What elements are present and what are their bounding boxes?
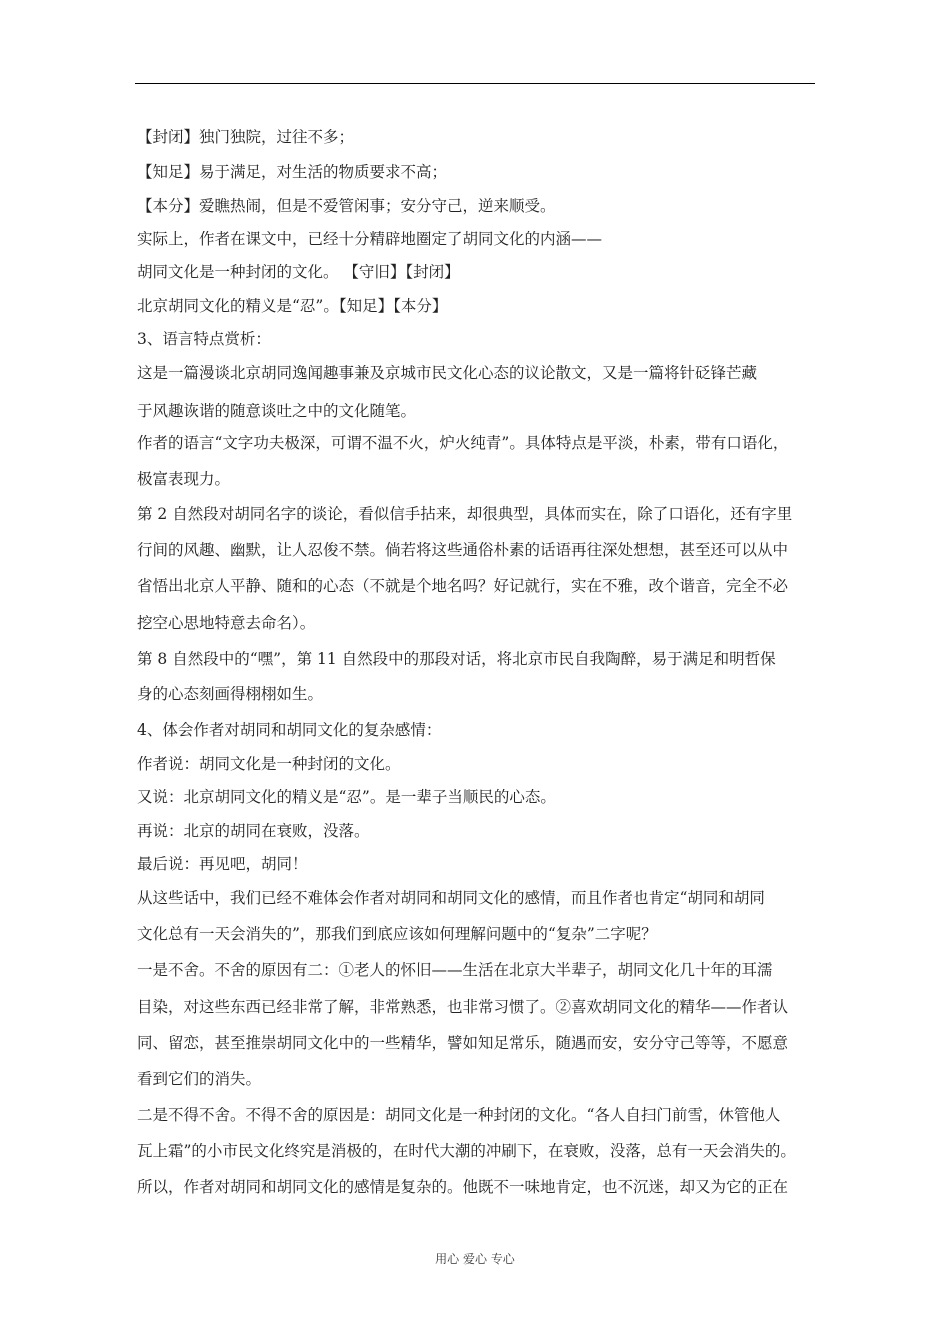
section-heading: 4、体会作者对胡同和胡同文化的复杂感情：: [137, 721, 442, 739]
text-line: 挖空心思地特意去命名）。: [137, 614, 316, 632]
text-line: 作者的语言“文字功夫极深，可谓不温不火，炉火纯青”。具体特点是平淡，朴素，带有口语化，: [137, 434, 789, 452]
text-line: 【知足】易于满足，对生活的物质要求不高；: [137, 163, 448, 181]
text-line: 于风趣诙谐的随意谈吐之中的文化随笔。: [137, 402, 417, 420]
text-line: 北京胡同文化的精义是“忍”。【知足】【本分】: [137, 297, 448, 315]
text-line: 看到它们的消失。: [137, 1070, 262, 1088]
text-line: 身的心态刻画得栩栩如生。: [137, 685, 324, 703]
text-line: 实际上，作者在课文中，已经十分精辟地圈定了胡同文化的内涵——: [137, 230, 603, 248]
text-line: 极富表现力。: [137, 470, 231, 488]
text-line: 胡同文化是一种封闭的文化。 【守旧】【封闭】: [137, 263, 460, 281]
text-line: 【本分】爱瞧热闹，但是不爱管闲事；安分守己，逆来顺受。: [137, 197, 556, 215]
text-line: 最后说：再见吧，胡同！: [137, 855, 308, 873]
text-line: 从这些话中，我们已经不难体会作者对胡同和胡同文化的感情，而且作者也肯定“胡同和胡同: [137, 889, 765, 907]
page-footer: 用心 爱心 专心: [435, 1252, 515, 1266]
text-line: 一是不舍。不舍的原因有二：①老人的怀旧——生活在北京大半辈子，胡同文化几十年的耳濡: [137, 961, 773, 979]
text-line: 作者说：胡同文化是一种封闭的文化。: [137, 755, 401, 773]
text-line: 第 8 自然段中的“嘿”，第 11 自然段中的那段对话，将北京市民自我陶醉，易于满足和明哲保: [137, 650, 776, 668]
text-line: 同、留恋，甚至推崇胡同文化中的一些精华，譬如知足常乐，随遇而安，安分守己等等，不愿意: [137, 1034, 789, 1052]
text-line: 省悟出北京人平静、随和的心态（不就是个地名吗？好记就行，实在不雅，改个谐音，完全不必: [137, 577, 789, 595]
text-line: 目染，对这些东西已经非常了解，非常熟悉，也非常习惯了。②喜欢胡同文化的精华——作者认: [137, 998, 789, 1016]
text-line: 第 2 自然段对胡同名字的谈论，看似信手拈来，却很典型，具体而实在，除了口语化，还有字里: [137, 505, 793, 523]
section-heading: 3、语言特点赏析：: [137, 330, 271, 348]
text-line: 所以，作者对胡同和胡同文化的感情是复杂的。他既不一味地肯定，也不沉迷，却又为它的正在: [137, 1178, 789, 1196]
header-rule: [135, 83, 815, 84]
text-line: 行间的风趣、幽默，让人忍俊不禁。倘若将这些通俗朴素的话语再往深处想想，甚至还可以从中: [137, 541, 789, 559]
text-line: 又说：北京胡同文化的精义是“忍”。是一辈子当顺民的心态。: [137, 788, 556, 806]
text-line: 瓦上霜”的小市民文化终究是消极的，在时代大潮的冲刷下，在衰败，没落，总有一天会消失的。: [137, 1142, 796, 1160]
text-line: 【封闭】独门独院，过往不多；: [137, 128, 355, 146]
text-line: 文化总有一天会消失的”，那我们到底应该如何理解问题中的“复杂”二字呢？: [137, 925, 657, 943]
text-line: 这是一篇漫谈北京胡同逸闻趣事兼及京城市民文化心态的议论散文，又是一篇将针砭锋芒藏: [137, 364, 758, 382]
text-line: 再说：北京的胡同在衰败，没落。: [137, 822, 370, 840]
text-line: 二是不得不舍。不得不舍的原因是：胡同文化是一种封闭的文化。“各人自扫门前雪，休管他人: [137, 1106, 781, 1124]
